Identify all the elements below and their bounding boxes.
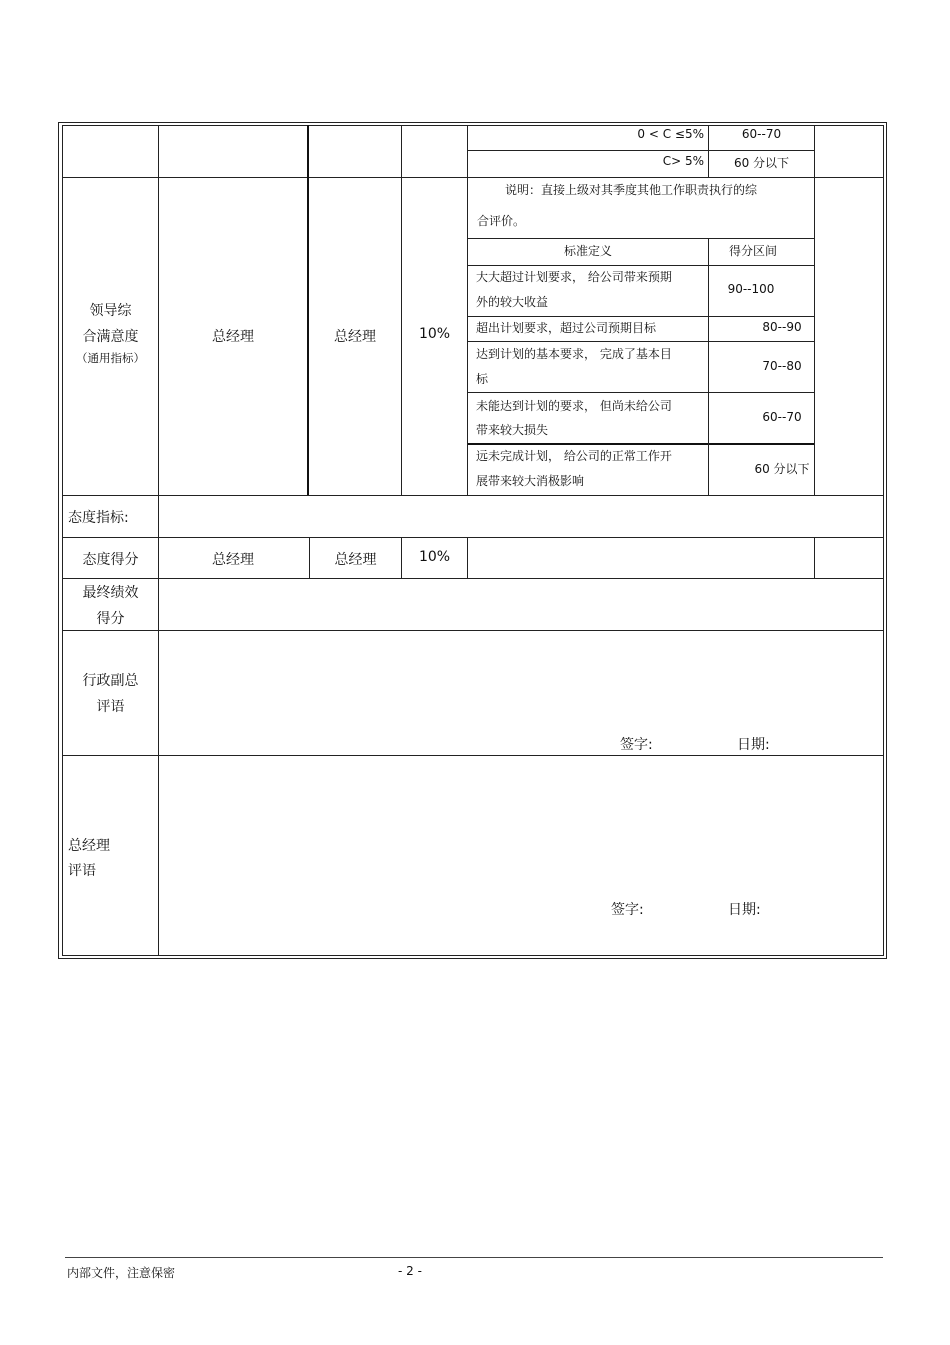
table-border-left-outer [58, 122, 59, 959]
condition-cell: C> 5% [662, 154, 704, 168]
row-line [467, 443, 815, 445]
table-border-bottom-inner [62, 955, 884, 956]
col-line [814, 537, 815, 578]
assessor-cell: 总经理 [212, 329, 254, 345]
weight-cell: 10% [418, 326, 451, 342]
table-border-bottom-outer [58, 958, 887, 959]
table-border-left-inner [62, 125, 63, 956]
criteria-range: 70--80 [762, 359, 802, 373]
criteria-header: 标准定义 [563, 244, 612, 258]
vp-date-label: 日期: [737, 737, 770, 753]
vp-comment-label: 行政副总 [82, 673, 139, 689]
vp-comment-label: 评语 [96, 699, 125, 715]
criteria-range: 60 分以下 [754, 462, 810, 476]
row-line [62, 630, 884, 631]
weight-cell: 10% [418, 549, 451, 565]
range-cell: 60 分以下 [733, 156, 790, 170]
row-line [467, 392, 815, 393]
row-line [467, 265, 815, 266]
criteria-range: 60--70 [762, 410, 802, 424]
gm-date-label: 日期: [728, 902, 761, 918]
col-line [467, 125, 468, 495]
table-border-right-outer [886, 122, 887, 959]
criteria-text: 未能达到计划的要求， 但尚未给公司 [476, 399, 672, 413]
col-line [158, 125, 159, 955]
row-line [62, 578, 884, 579]
row-line [62, 755, 884, 756]
criteria-range: 80--90 [762, 320, 802, 334]
final-score-label: 得分 [96, 611, 125, 627]
gm-comment-label: 总经理 [68, 838, 110, 854]
attitude-label: 态度得分 [82, 552, 139, 568]
gm-comment-label: 评语 [68, 863, 96, 879]
page-number: - 2 - [398, 1264, 422, 1278]
row-line [62, 177, 884, 178]
vp-sign-label: 签字: [620, 737, 653, 753]
note-text: 说明：直接上级对其季度其他工作职责执行的综 [505, 183, 758, 197]
range-header: 得分区间 [728, 244, 777, 258]
criteria-text: 大大超过计划要求， 给公司带来预期 [476, 270, 672, 284]
criteria-text: 远未完成计划， 给公司的正常工作开 [476, 449, 672, 463]
col-line [814, 125, 815, 495]
leadership-sublabel: （通用指标） [76, 351, 145, 365]
criteria-text: 达到计划的基本要求， 完成了基本目 [476, 347, 672, 361]
criteria-text: 外的较大收益 [476, 295, 549, 309]
table-border-right-inner [883, 125, 884, 956]
footer-confidential: 内部文件，注意保密 [67, 1266, 176, 1280]
row-line [467, 316, 815, 317]
footer-rule [65, 1257, 883, 1258]
reviewer-cell: 总经理 [334, 552, 377, 568]
attitude-section-title: 态度指标: [68, 510, 129, 526]
table-border-top-inner [62, 125, 884, 126]
leadership-label: 领导综 [89, 303, 132, 319]
col-line [307, 125, 309, 495]
criteria-range: 90--100 [727, 282, 775, 296]
criteria-text: 带来较大损失 [476, 423, 549, 437]
criteria-text: 标 [476, 372, 489, 386]
condition-cell: 0 < C ≤5% [637, 127, 704, 141]
table-border-top-outer [58, 122, 887, 123]
row-line [467, 341, 815, 342]
note-text: 合评价。 [477, 214, 526, 228]
reviewer-cell: 总经理 [334, 329, 376, 345]
leadership-label: 合满意度 [82, 329, 139, 345]
criteria-text: 超出计划要求，超过公司预期目标 [476, 321, 657, 335]
row-line [62, 537, 884, 538]
col-line [467, 537, 468, 578]
row-line [62, 495, 884, 496]
final-score-label: 最终绩效 [82, 585, 139, 601]
range-cell: 60--70 [741, 127, 782, 141]
assessor-cell: 总经理 [212, 552, 254, 568]
criteria-text: 展带来较大消极影响 [476, 474, 585, 488]
col-line [401, 125, 402, 495]
row-line [467, 150, 815, 151]
row-line [467, 238, 815, 239]
gm-sign-label: 签字: [611, 902, 644, 918]
